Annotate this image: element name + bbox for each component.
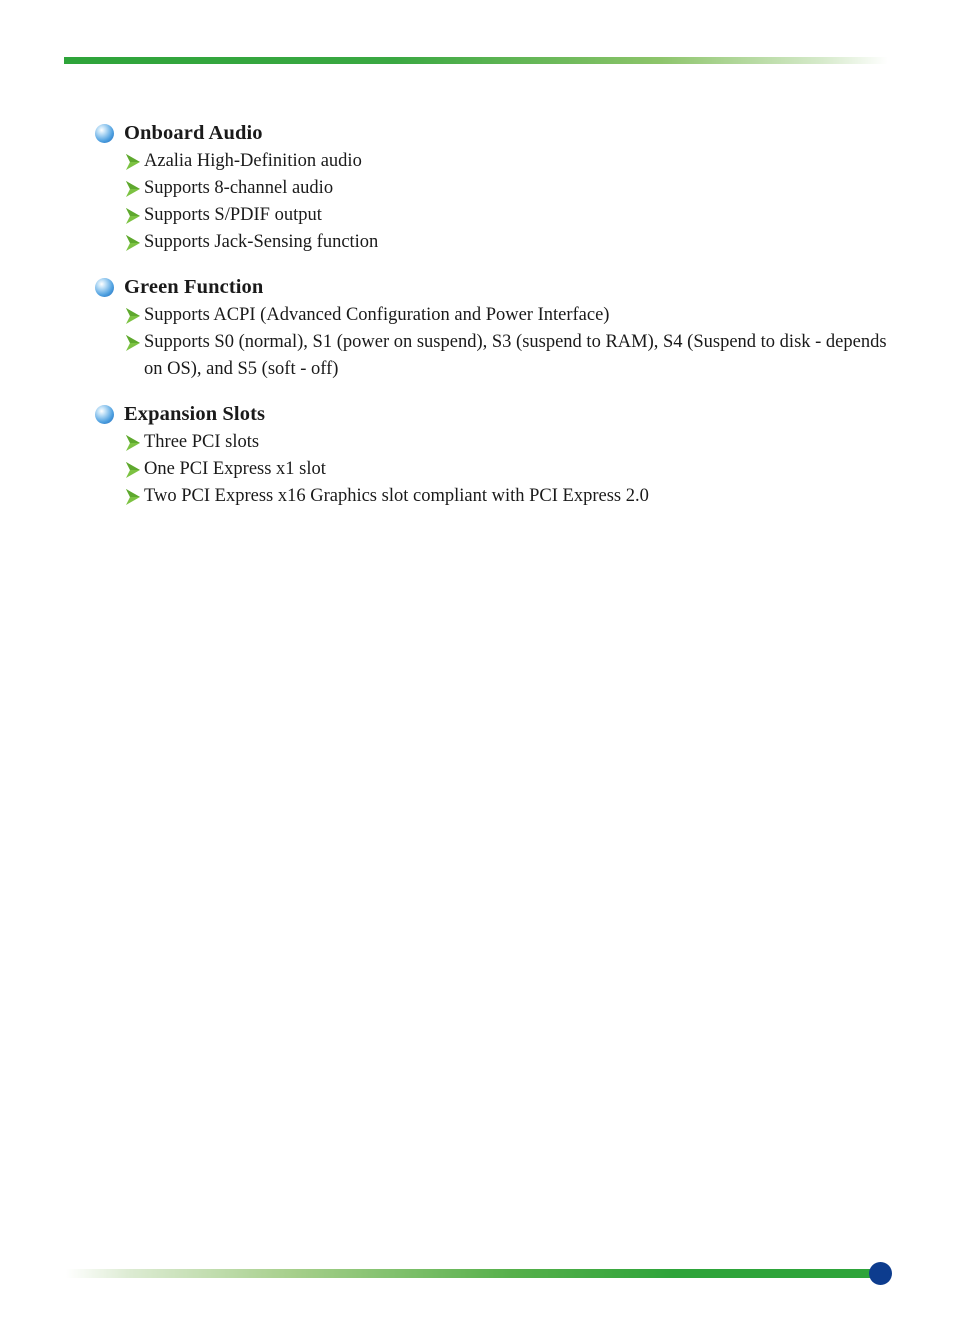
green-arrow-bullet-icon (126, 489, 140, 505)
list-item-text: Supports S/PDIF output (144, 205, 322, 225)
blue-sphere-bullet-icon (95, 405, 114, 424)
list-item-text: Two PCI Express x16 Graphics slot compliant with PCI Express 2.0 (144, 486, 649, 506)
spec-list (94, 118, 894, 526)
green-arrow-bullet-icon (126, 335, 140, 351)
list-item (125, 229, 894, 256)
page-marker-dot (869, 1262, 892, 1285)
green-arrow-bullet-icon (126, 208, 140, 224)
green-arrow-bullet-icon (126, 235, 140, 251)
section-heading: Onboard Audio (124, 121, 263, 144)
list-item (125, 202, 894, 229)
list-item (125, 456, 894, 483)
section-heading: Expansion Slots (124, 402, 266, 425)
section-onboard-audio (94, 118, 894, 256)
footer-rule (66, 1269, 878, 1278)
green-arrow-bullet-icon (126, 462, 140, 478)
blue-sphere-bullet-icon (95, 278, 114, 297)
list-item-text: Azalia High-Definition audio (144, 151, 362, 171)
list-item-text: Supports S0 (normal), S1 (power on suspend), S3 (suspend to RAM), S4 (Suspend to disk - depends on OS), and S5 (soft - off) (144, 332, 887, 379)
list-item-text: Supports Jack-Sensing function (144, 232, 379, 252)
list-item (125, 302, 894, 329)
green-arrow-bullet-icon (126, 181, 140, 197)
green-arrow-bullet-icon (126, 154, 140, 170)
list-item (125, 175, 894, 202)
list-item (125, 148, 894, 175)
list-item-text: Supports 8-channel audio (144, 178, 334, 198)
section-green-function (94, 272, 894, 383)
list-item (125, 429, 894, 456)
list-item (125, 483, 894, 510)
blue-sphere-bullet-icon (95, 124, 114, 143)
section-expansion-slots (94, 399, 894, 510)
green-arrow-bullet-icon (126, 308, 140, 324)
list-item-text: One PCI Express x1 slot (144, 459, 326, 479)
green-arrow-bullet-icon (126, 435, 140, 451)
section-heading: Green Function (124, 275, 264, 298)
list-item-text: Supports ACPI (Advanced Configuration and Power Interface) (144, 305, 610, 325)
list-item (125, 329, 894, 383)
header-rule (64, 57, 888, 64)
list-item-text: Three PCI slots (144, 432, 260, 452)
